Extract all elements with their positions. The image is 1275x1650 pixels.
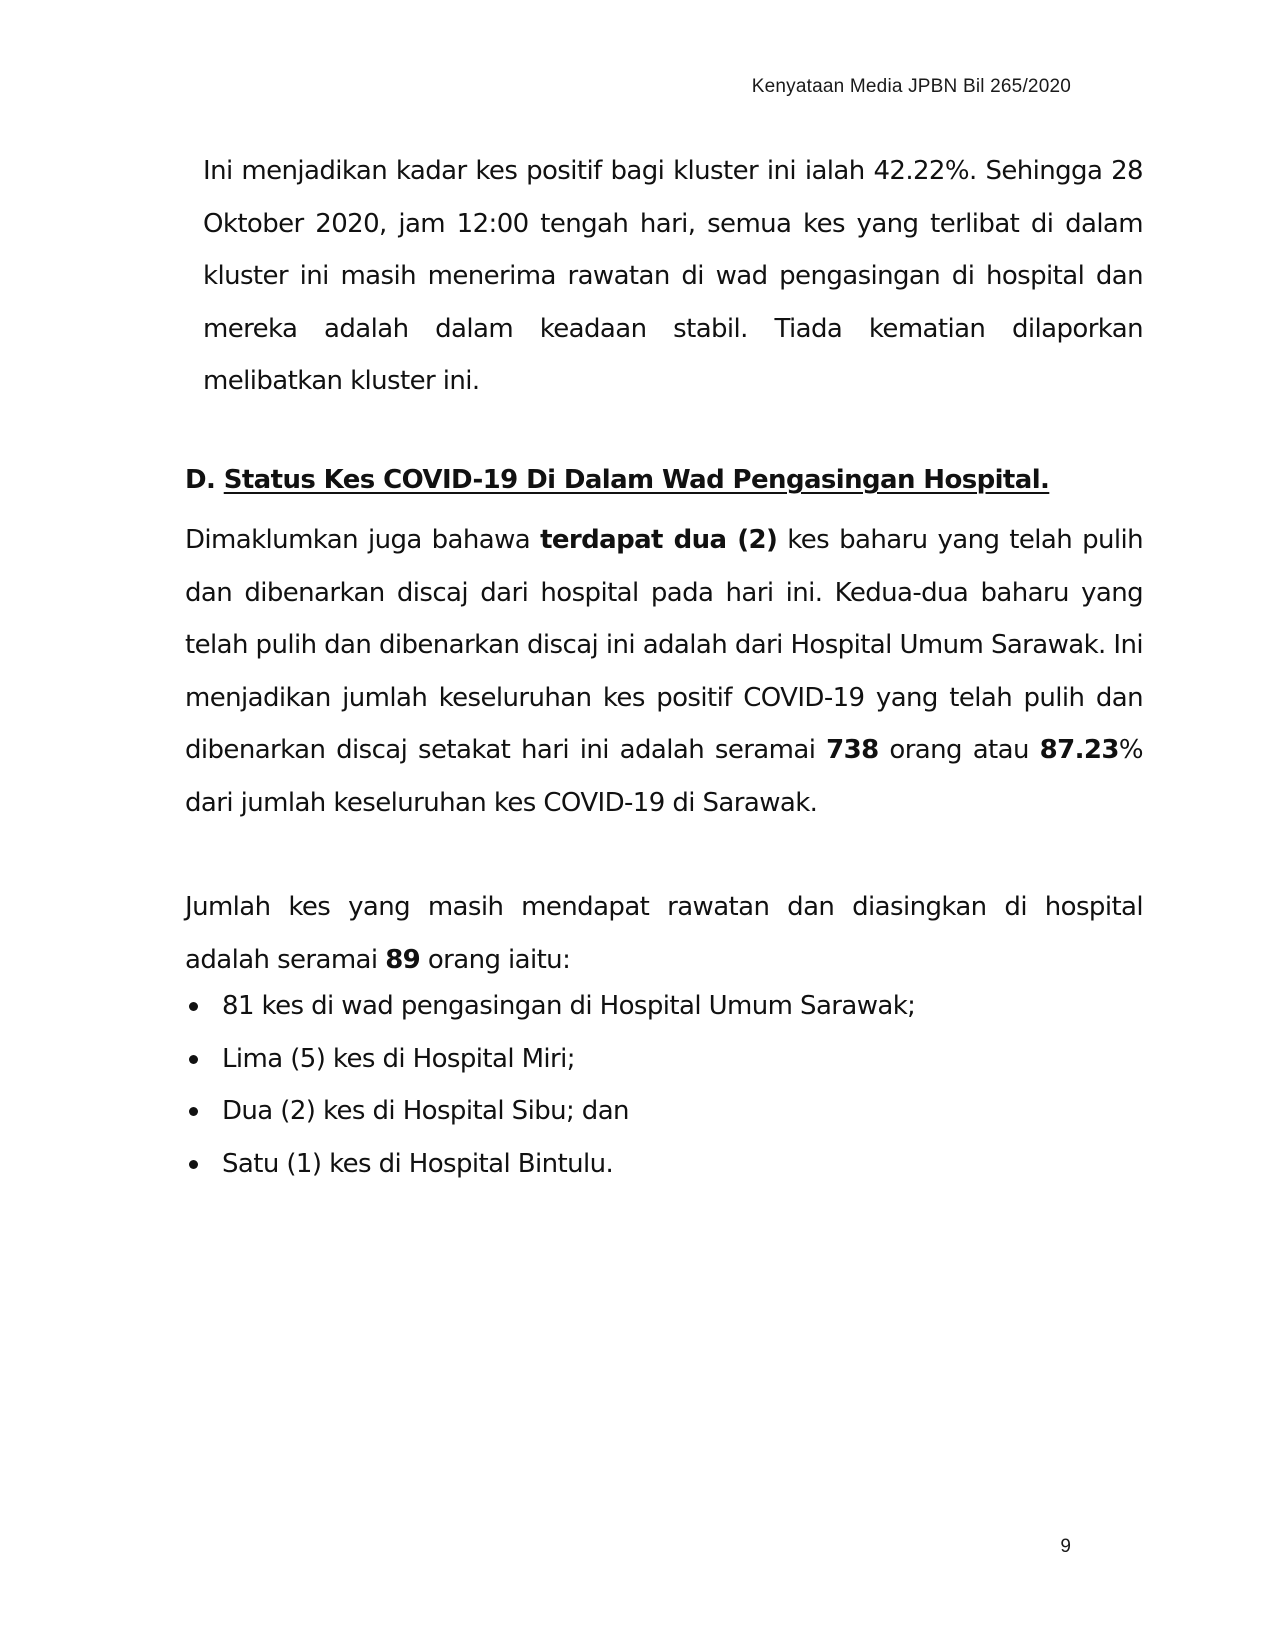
hospitalised-paragraph <box>185 881 1143 986</box>
list-item <box>185 980 915 1033</box>
hospitalised-text-1: Jumlah kes yang masih mendapat rawatan dan diasingkan di hospital adalah seramai <box>185 892 1143 975</box>
discharge-text-4: % dari jumlah keseluruhan kes COVID-19 di Sarawak. <box>185 735 1143 818</box>
list-item <box>185 1138 915 1191</box>
discharge-paragraph <box>185 514 1143 829</box>
hospitalised-text-2: orang iaitu: <box>420 944 571 975</box>
discharge-text-1: Dimaklumkan juga bahawa <box>185 525 541 555</box>
bullet-icon <box>189 1055 198 1064</box>
section-d-heading <box>185 465 1049 495</box>
list-item <box>185 1033 915 1086</box>
discharge-text-2: kes baharu yang telah pulih dan dibenarkan discaj dari hospital pada hari ini. Kedua-dua baharu yang telah pulih dan dibenarkan discaj ini adalah dari Hospital Umum Sarawak. Ini menjadikan jumlah keseluruhan kes positif COVID-19 yang telah pulih dan dibenarkan discaj setakat hari ini adalah seramai <box>185 525 1143 765</box>
new-recovered-count: terdapat dua (2) <box>540 525 778 555</box>
hospital-breakdown-list <box>185 980 915 1190</box>
discharge-text-3: orang atau <box>878 735 1040 765</box>
document-reference-header: Kenyataan Media JPBN Bil 265/2020 <box>751 76 1071 97</box>
list-item-text: 81 kes di wad pengasingan di Hospital Umum Sarawak; <box>222 991 916 1021</box>
bullet-icon <box>189 1160 198 1169</box>
cluster-summary-paragraph: Ini menjadikan kadar kes positif bagi kluster ini ialah 42.22%. Sehingga 28 Oktober 2020, jam 12:00 tengah hari, semua kes yang terlibat di dalam kluster ini masih menerima rawatan di wad pengasingan di hospital dan mereka adalah dalam keadaan stabil. Tiada kematian dilaporkan melibatkan kluster ini. <box>203 156 1143 396</box>
list-item-text: Satu (1) kes di Hospital Bintulu. <box>222 1148 614 1179</box>
section-letter: D. <box>185 465 216 495</box>
list-item <box>185 1085 915 1138</box>
list-item-text: Lima (5) kes di Hospital Miri; <box>222 1043 575 1074</box>
total-recovered-count: 738 <box>826 735 879 765</box>
bullet-icon <box>189 1002 198 1011</box>
section-title: Status Kes COVID-19 Di Dalam Wad Pengasingan Hospital. <box>223 465 1050 495</box>
list-item-text: Dua (2) kes di Hospital Sibu; dan <box>222 1096 629 1126</box>
page-number: 9 <box>1060 1536 1071 1557</box>
bullet-icon <box>189 1107 198 1116</box>
recovered-percentage: 87.23 <box>1039 735 1119 765</box>
hospitalised-count: 89 <box>385 944 421 975</box>
